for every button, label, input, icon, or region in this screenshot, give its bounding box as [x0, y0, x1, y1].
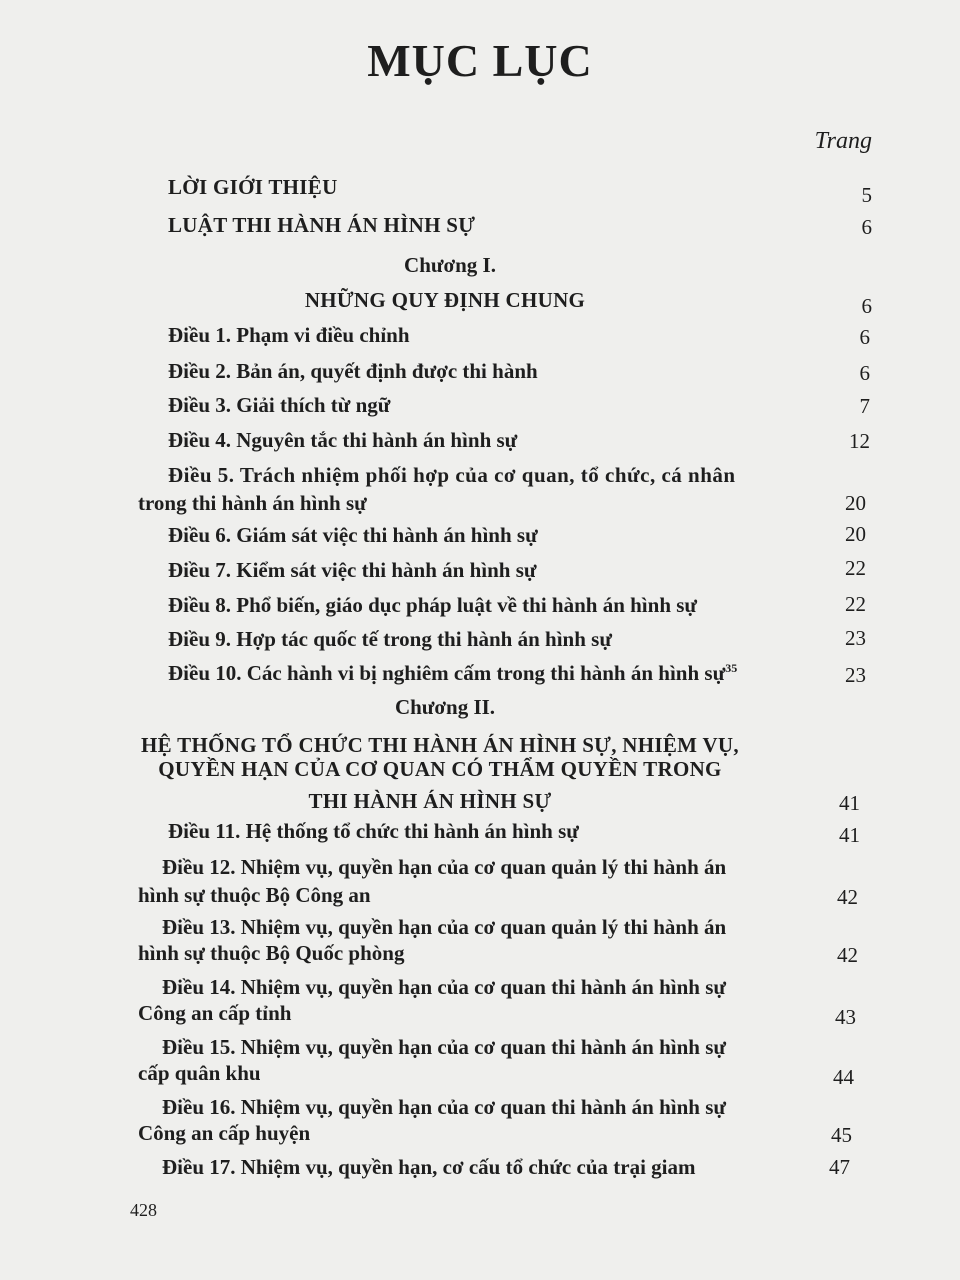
- toc-page-number: 23: [845, 626, 866, 650]
- toc-page-number: 20: [845, 522, 866, 546]
- toc-entry: Điều 13. Nhiệm vụ, quyền hạn của cơ quan quản lý thi hành án: [162, 915, 727, 939]
- toc-entry: Điều 3. Giải thích từ ngữ: [168, 393, 391, 417]
- toc-entry: Điều 4. Nguyên tắc thi hành án hình sự: [168, 428, 518, 452]
- toc-page-number: 22: [845, 556, 866, 580]
- toc-entry-law-title: LUẬT THI HÀNH ÁN HÌNH SỰ: [168, 213, 476, 237]
- toc-entry-text: Điều 10. Các hành vi bị nghiêm cấm trong thi hành án hình sự: [168, 661, 726, 685]
- toc-page-number: 23: [845, 663, 866, 687]
- toc-page-number: 6: [859, 361, 870, 385]
- toc-entry-continuation: hình sự thuộc Bộ Công an: [138, 883, 371, 907]
- footnote-marker: 35: [725, 661, 738, 675]
- chapter-heading: Chương II.: [394, 695, 496, 719]
- toc-entry: Điều 15. Nhiệm vụ, quyền hạn của cơ quan thi hành án hình sự: [162, 1035, 726, 1059]
- toc-page-number: 41: [839, 823, 860, 847]
- chapter-title-line-2: QUYỀN HẠN CỦA CƠ QUAN CÓ THẨM QUYỀN TRONG: [158, 757, 722, 781]
- toc-page-number: 42: [837, 885, 858, 909]
- toc-entry: Điều 5. Trách nhiệm phối hợp của cơ quan, tổ chức, cá nhân: [168, 463, 736, 487]
- toc-page-number: 42: [837, 943, 858, 967]
- toc-page-number: 12: [849, 429, 870, 453]
- toc-page-number: 43: [835, 1005, 856, 1029]
- chapter-title-line-3: THI HÀNH ÁN HÌNH SỰ: [308, 789, 552, 813]
- toc-entry: Điều 8. Phổ biến, giáo dục pháp luật về thi hành án hình sự: [168, 593, 698, 617]
- toc-entry: Điều 16. Nhiệm vụ, quyền hạn của cơ quan thi hành án hình sự: [162, 1095, 726, 1119]
- toc-page-number: 5: [861, 183, 872, 207]
- toc-page-number: 20: [845, 491, 866, 515]
- toc-page-number: 6: [861, 294, 872, 318]
- toc-entry-continuation: Công an cấp tỉnh: [138, 1001, 292, 1025]
- toc-entry: Điều 2. Bản án, quyết định được thi hành: [168, 359, 538, 383]
- chapter-title: NHỮNG QUY ĐỊNH CHUNG: [304, 288, 586, 312]
- toc-entry: Điều 9. Hợp tác quốc tế trong thi hành án hình sự: [168, 627, 612, 651]
- toc-entry: Điều 6. Giám sát việc thi hành án hình sự: [168, 523, 538, 547]
- toc-page-number: 22: [845, 592, 866, 616]
- toc-entry: Điều 11. Hệ thống tổ chức thi hành án hình sự: [168, 819, 579, 843]
- toc-entry-continuation: Công an cấp huyện: [138, 1121, 311, 1145]
- page-column-label: Trang: [814, 128, 872, 154]
- toc-entry: [168, 660, 737, 686]
- chapter-title: HỆ THỐNG TỔ CHỨC THI HÀNH ÁN HÌNH SỰ, NHIỆM VỤ,: [141, 733, 739, 757]
- toc-entry: Điều 17. Nhiệm vụ, quyền hạn, cơ cấu tổ chức của trại giam: [162, 1155, 696, 1179]
- toc-entry: Điều 12. Nhiệm vụ, quyền hạn của cơ quan quản lý thi hành án: [162, 855, 727, 879]
- toc-page-number: 45: [831, 1123, 852, 1147]
- toc-entry: Điều 1. Phạm vi điều chỉnh: [168, 323, 410, 347]
- toc-page-number: 6: [861, 215, 872, 239]
- toc-page-number: 47: [829, 1155, 850, 1179]
- toc-page-number: 41: [839, 791, 860, 815]
- toc-page-number: 7: [859, 394, 870, 418]
- page-title: MỤC LỤC: [367, 35, 593, 86]
- toc-page-number: 6: [859, 325, 870, 349]
- toc-entry: Điều 7. Kiểm sát việc thi hành án hình sự: [168, 558, 537, 582]
- folio-page-number: 428: [130, 1200, 157, 1220]
- toc-page-number: 44: [833, 1065, 854, 1089]
- toc-entry: Điều 14. Nhiệm vụ, quyền hạn của cơ quan thi hành án hình sự: [162, 975, 726, 999]
- chapter-heading: Chương I.: [404, 253, 496, 277]
- toc-entry-continuation: hình sự thuộc Bộ Quốc phòng: [138, 941, 405, 965]
- toc-entry-continuation: trong thi hành án hình sự: [138, 491, 367, 515]
- toc-entry-continuation: cấp quân khu: [138, 1061, 261, 1085]
- toc-entry-loi-gioi-thieu: LỜI GIỚI THIỆU: [168, 175, 338, 199]
